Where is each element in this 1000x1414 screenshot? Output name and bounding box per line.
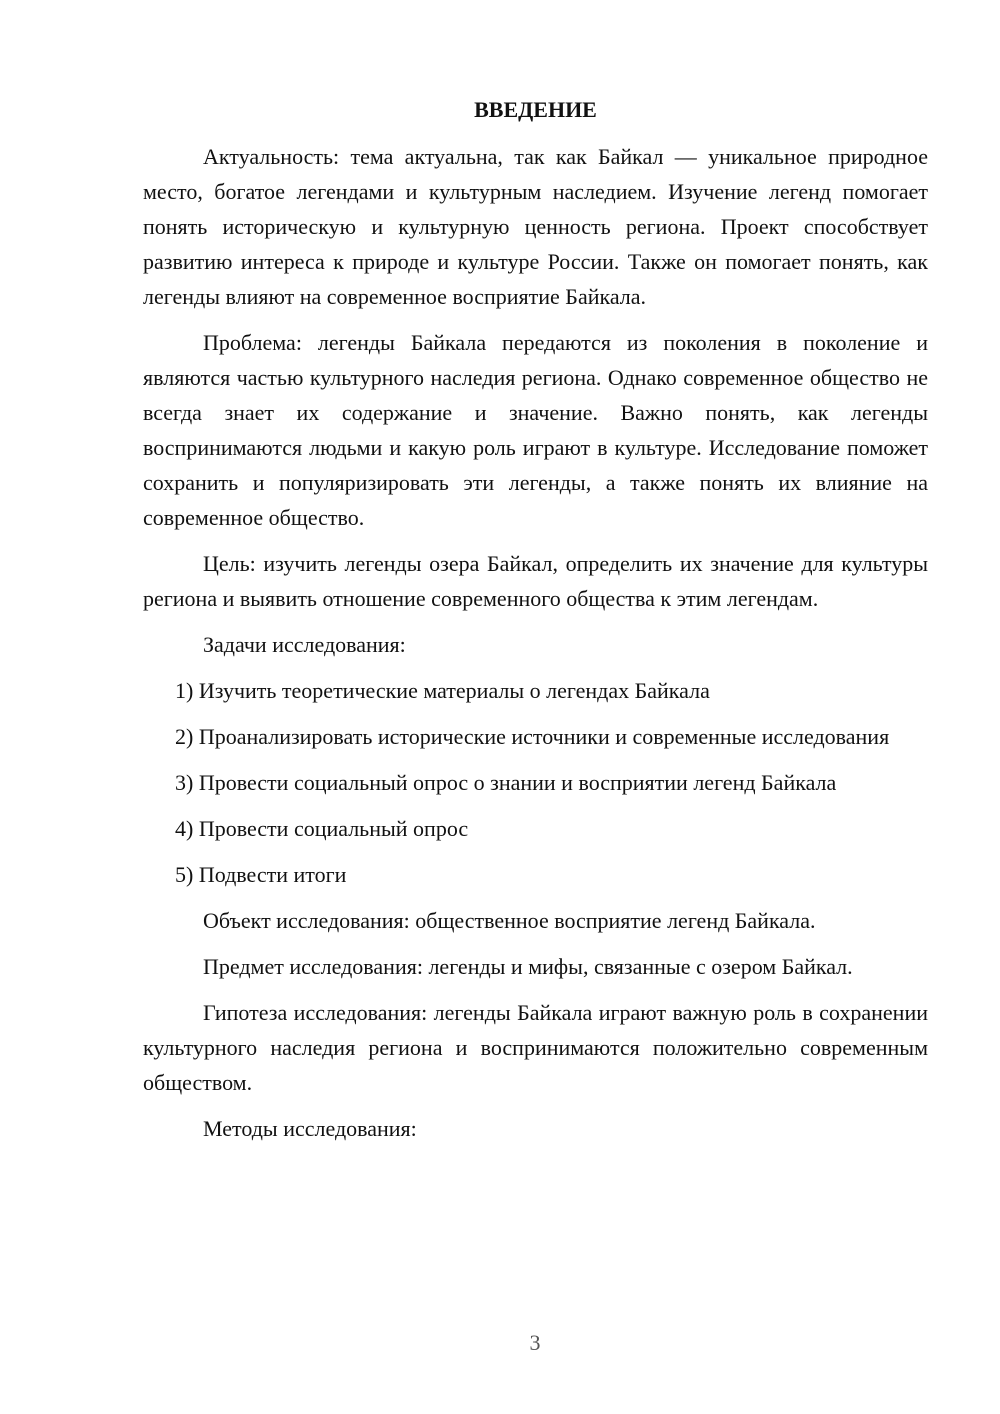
- task-item-4: 4) Провести социальный опрос: [175, 816, 469, 841]
- task-item-1: 1) Изучить теоретические материалы о легендах Байкала: [175, 678, 710, 703]
- page-content: [143, 92, 928, 1157]
- task-item-5: 5) Подвести итоги: [175, 862, 347, 887]
- research-hypothesis: Гипотеза исследования: легенды Байкала играют важную роль в сохранении культурного наследия региона и воспринимаются положительно современным обществом.: [143, 1000, 928, 1095]
- paragraph-problem: Проблема: легенды Байкала передаются из поколения в поколение и являются частью культурного наследия региона. Однако современное общество не всегда знает их содержание и значение. Важно понять, как легенды воспринимаются людьми и какую роль играют в культуре. Исследование поможет сохранить и популяризировать эти легенды, а также понять их влияние на современное общество.: [143, 330, 928, 530]
- task-item-2: 2) Проанализировать исторические источники и современные исследования: [175, 724, 890, 749]
- page-number: 3: [529, 1330, 541, 1355]
- tasks-heading: Задачи исследования:: [203, 632, 406, 657]
- section-title: ВВЕДЕНИЕ: [474, 97, 597, 122]
- methods-heading: Методы исследования:: [203, 1116, 417, 1141]
- task-item-3: 3) Провести социальный опрос о знании и восприятии легенд Байкала: [175, 770, 837, 795]
- research-object: Объект исследования: общественное восприятие легенд Байкала.: [203, 908, 816, 933]
- paragraph-goal: Цель: изучить легенды озера Байкал, определить их значение для культуры региона и выявить отношение современного общества к этим легендам.: [143, 551, 928, 611]
- research-subject: Предмет исследования: легенды и мифы, связанные с озером Байкал.: [203, 954, 853, 979]
- paragraph-relevance: Актуальность: тема актуальна, так как Байкал — уникальное природное место, богатое легендами и культурным наследием. Изучение легенд помогает понять историческую и культурную ценность региона. Проект способствует развитию интереса к природе и культуре России. Также он помогает понять, как легенды влияют на современное восприятие Байкала.: [143, 144, 928, 309]
